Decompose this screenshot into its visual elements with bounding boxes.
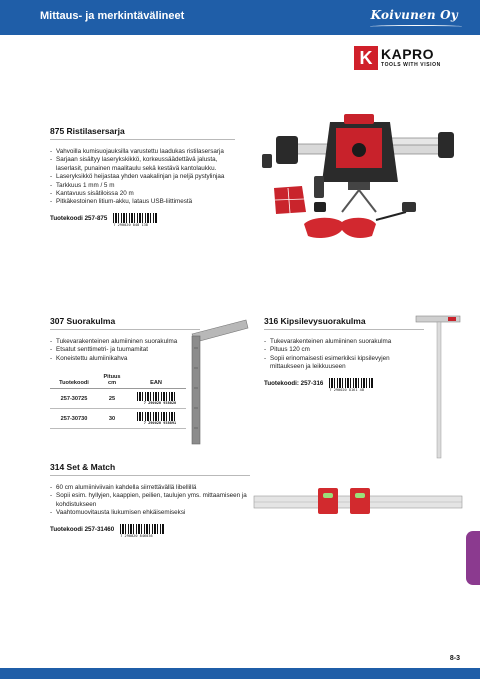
product-307-table <box>50 372 186 429</box>
feature-item: - Vahvoilla kumisuojauksilla varustettu laadukas ristilasersarja <box>50 148 235 156</box>
feature-item: - Kantavuus sisätiloissa 20 m <box>50 190 235 198</box>
feature-item: - Sopii esim. hyllyjen, kaappien, peilien, taulujen yms. mittaamiseen ja kohdistukseen <box>50 492 250 509</box>
divider <box>264 329 424 330</box>
divider <box>50 139 235 140</box>
table-cell: 25 <box>98 389 126 409</box>
barcode-bars <box>120 524 164 534</box>
laser-kit-image <box>252 108 466 248</box>
barcode-bars <box>329 378 373 388</box>
table-row <box>50 389 186 409</box>
barcode-number: 7 290020 938891 <box>143 421 177 426</box>
feature-item: - 60 cm alumiiniviivain kahdella siirrettävällä libellillä <box>50 484 250 492</box>
product-875-title: 875 Ristilasersarja <box>50 126 125 136</box>
kapro-logo-name: KAPRO <box>381 46 435 62</box>
feature-item: - Koneistettu alumiinikahva <box>50 355 200 363</box>
footer-bar <box>0 668 480 679</box>
product-code: Tuotekoodi 257-875 <box>50 214 108 222</box>
feature-item: - Tukevarakenteinen alumiininen suorakulma <box>50 338 200 346</box>
table-cell: 30 <box>98 409 126 429</box>
barcode-bars <box>137 412 177 421</box>
feature-item: - Tarkkuus 1 mm / 5 m <box>50 182 235 190</box>
product-307 <box>50 316 200 429</box>
product-314-features <box>50 484 250 518</box>
try-square-image <box>190 318 250 446</box>
kapro-logo <box>354 46 456 70</box>
page-number: 8-3 <box>449 655 460 662</box>
product-307-title: 307 Suorakulma <box>50 316 116 326</box>
barcode <box>329 378 373 392</box>
drywall-square-image <box>414 314 462 460</box>
product-316-title: 316 Kipsilevysuorakulma <box>264 316 366 326</box>
barcode <box>113 213 157 227</box>
page-title: Mittaus- ja merkintävälineet <box>40 10 185 22</box>
table-row <box>50 409 186 429</box>
feature-item: - Pitkäkestoinen litium-akku, lataus USB-liittimestä <box>50 198 235 206</box>
set-match-ruler-image <box>252 484 466 524</box>
product-314-title: 314 Set & Match <box>50 462 116 472</box>
product-875-features <box>50 148 235 207</box>
column-header: EAN <box>126 372 186 389</box>
divider <box>50 329 200 330</box>
kapro-logo-mark: K <box>354 46 378 70</box>
column-header: Tuotekoodi <box>50 372 98 389</box>
feature-item: - Sopii erinomaisesti esimerkiksi kipsilevyjen mittaukseen ja leikkuuseen <box>264 355 424 372</box>
feature-item: - Pituus 120 cm <box>264 346 424 354</box>
kapro-logo-tagline: TOOLS WITH VISION <box>381 62 441 68</box>
table-header-row <box>50 372 186 389</box>
company-logo-swash <box>370 25 462 28</box>
product-316-code-row <box>264 378 424 392</box>
product-875-code-row <box>50 213 235 227</box>
feature-item: - Laseryksikkö heijastaa yhden vaakalinjan ja neljä pystylinjaa <box>50 173 235 181</box>
product-875 <box>50 126 235 227</box>
barcode-bars <box>137 392 177 401</box>
table-cell: 257-30730 <box>50 409 98 429</box>
table-cell-barcode <box>126 389 186 409</box>
product-316-features <box>264 338 424 372</box>
table-cell: 257-30725 <box>50 389 98 409</box>
barcode-number: 7 290020 848 138 <box>113 222 148 227</box>
feature-item: - Vaahtomuovitausta liukumisen ehkäisemiseksi <box>50 509 250 517</box>
barcode-number: 7 290020 938020 <box>143 401 177 406</box>
feature-item: - Etsatut senttimetri- ja tuumamitat <box>50 346 200 354</box>
company-logo: Koivunen Oy <box>370 8 458 22</box>
feature-item: - Sarjaan sisältyy laserykskikkö, korkeussäädettävä jalusta, laserlasit, punainen maalitaulu sekä kestävä kantolaukku. <box>50 156 235 173</box>
barcode-number: 7 290020 8161 48 <box>329 387 364 392</box>
barcode <box>137 392 183 405</box>
barcode-bars <box>113 213 157 223</box>
feature-item: - Tukevarakenteinen alumiininen suorakulma <box>264 338 424 346</box>
barcode <box>137 412 183 425</box>
divider <box>50 475 250 476</box>
section-side-tab <box>466 531 480 585</box>
product-code: Tuotekoodi: 257-316 <box>264 379 324 387</box>
column-header: Pituus cm <box>98 372 126 389</box>
barcode-number: 7 290020 846036 <box>120 533 153 538</box>
product-code: Tuotekoodi 257-31460 <box>50 525 115 533</box>
product-314 <box>50 462 250 538</box>
table-cell-barcode <box>126 409 186 429</box>
header-bar <box>0 0 480 35</box>
product-307-features <box>50 338 200 363</box>
barcode <box>120 524 164 538</box>
product-314-code-row <box>50 524 250 538</box>
product-316 <box>264 316 424 392</box>
